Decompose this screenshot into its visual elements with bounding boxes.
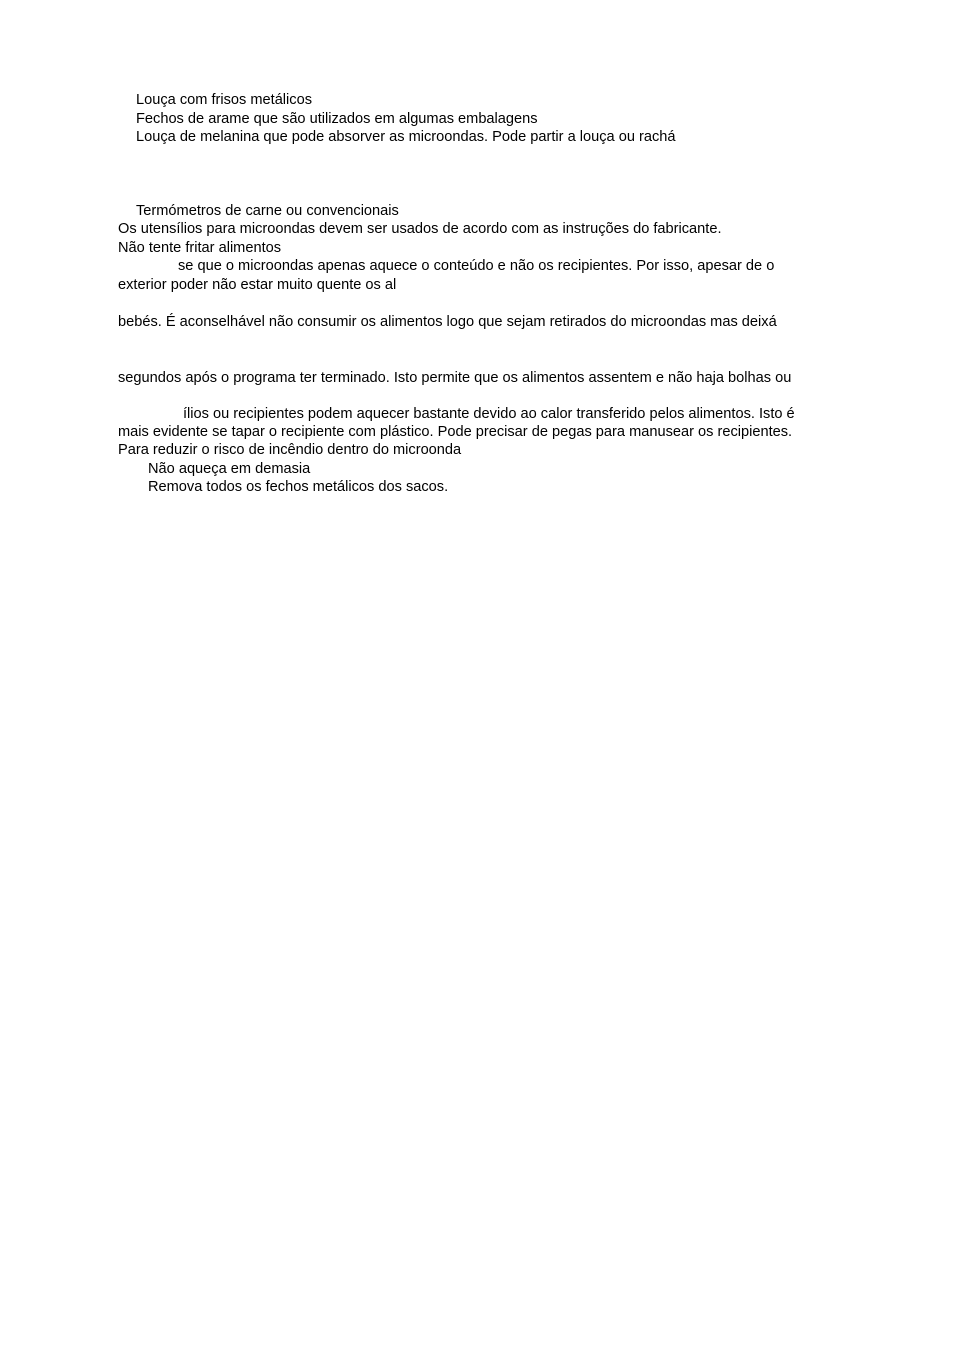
text-line: Termómetros de carne ou convencionais (136, 203, 399, 219)
text-line: segundos após o programa ter terminado. Isto permite que os alimentos assentem e não haja bolhas ou (118, 370, 792, 386)
text-line: mais evidente se tapar o recipiente com plástico. Pode precisar de pegas para manusear os recipientes. (118, 424, 793, 440)
text-line: Louça de melanina que pode absorver as microondas. Pode partir a louça ou rachá (136, 129, 676, 145)
text-line: exterior poder não estar muito quente os al (118, 277, 397, 293)
text-line: Não tente fritar alimentos (118, 240, 282, 256)
text-line: ílios ou recipientes podem aquecer bastante devido ao calor transferido pelos alimentos. Isto é (183, 406, 795, 422)
text-line: bebés. É aconselhável não consumir os alimentos logo que sejam retirados do microondas mas deixá (118, 314, 777, 330)
text-line: se que o microondas apenas aquece o conteúdo e não os recipientes. Por isso, apesar de o (178, 258, 775, 274)
text-line: Para reduzir o risco de incêndio dentro do microonda (118, 442, 462, 458)
text-line: Os utensílios para microondas devem ser usados de acordo com as instruções do fabricante. (118, 221, 722, 237)
text-line: Fechos de arame que são utilizados em algumas embalagens (136, 111, 538, 127)
text-line: Não aqueça em demasia (148, 461, 311, 477)
text-line: Louça com frisos metálicos (136, 92, 313, 108)
text-line: Remova todos os fechos metálicos dos sacos. (148, 479, 449, 495)
